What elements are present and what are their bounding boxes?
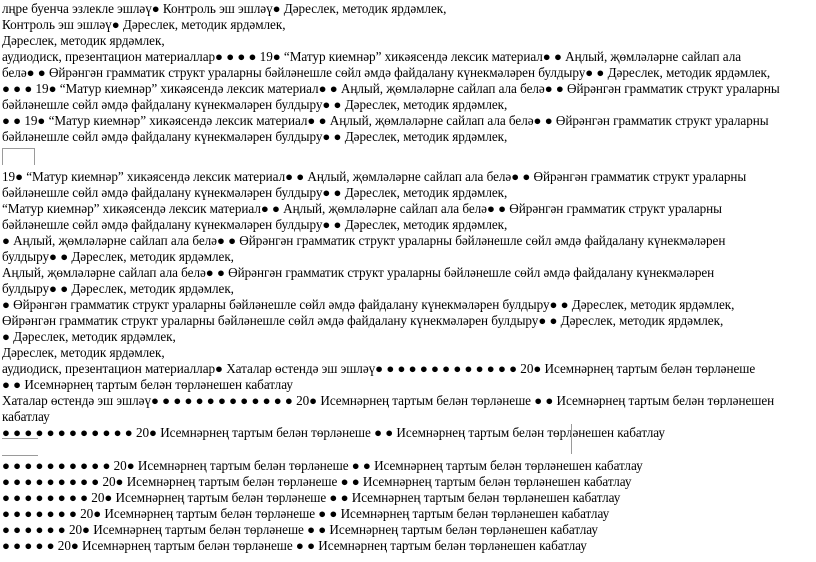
text-line: ● ● ● ● ● ● ● ● 20● Исемнәрнең тартым белән төрләнеше ● ● Исемнәрнең тартым белән төрләнешен кабатлау xyxy=(2,490,621,505)
text-line: булдыру● ● Дәреслек, методик ярдәмлек, xyxy=(2,249,234,264)
text-line: “Матур киемнәр” хикәясендә лексик материал● ● Аңлый, җөмләләрне сайлап ала белә● ● Өйрәнгән грамматик структ ураларны xyxy=(2,201,722,216)
text-line: ● ● ● 19● “Матур киемнәр” хикәясендә лексик материал● ● Аңлый, җөмләләрне сайлап ала белә● ● Өйрәнгән грамматик структ ураларны xyxy=(2,81,780,96)
text-line: 19● “Матур киемнәр” хикәясендә лексик материал● ● Аңлый, җөмләләрне сайлап ала белә● ● Өйрәнгән грамматик структ ураларны xyxy=(2,169,747,184)
text-line: аудиодиск, презентацион материаллар● Хаталар өстендә эш эшләү● ● ● ● ● ● ● ● ● ● ● ● ● 20● Исемнәрнең тартым белән төрләнеше xyxy=(2,361,756,376)
text-line: лңре буенча эзлекле эшләү● Контроль эш эшләү● Дәреслек, методик ярдәмлек, xyxy=(2,1,447,16)
text-line: ● Дәреслек, методик ярдәмлек, xyxy=(2,329,176,344)
text-line: бәйләнешле сөйл әмдә файдалану күнекмәләрен булдыру● ● Дәреслек, методик ярдәмлек, xyxy=(2,129,508,144)
table-cell-border xyxy=(34,148,35,165)
text-line: ● ● ● ● ● ● ● ● ● ● ● ● 20● Исемнәрнең тартым белән төрләнеше ● ● Исемнәрнең тартым белән төрләнешен кабатлау xyxy=(2,425,665,440)
text-line: ● ● ● ● ● ● ● ● ● 20● Исемнәрнең тартым белән төрләнеше ● ● Исемнәрнең тартым белән төрләнешен кабатлау xyxy=(2,474,632,489)
text-line: ● ● Исемнәрнең тартым белән төрләнешен кабатлау xyxy=(2,377,293,392)
text-line: Дәреслек, методик ярдәмлек, xyxy=(2,345,165,360)
text-line: ● ● ● ● ● ● ● 20● Исемнәрнең тартым белән төрләнеше ● ● Исемнәрнең тартым белән төрләнешен кабатлау xyxy=(2,506,610,521)
table-cell-border xyxy=(2,148,3,165)
text-line: бәйләнешле сөйл әмдә файдалану күнекмәләрен булдыру● ● Дәреслек, методик ярдәмлек, xyxy=(2,217,508,232)
text-line: ● ● 19● “Матур киемнәр” хикәясендә лексик материал● ● Аңлый, җөмләләрне сайлап ала белә● ● Өйрәнгән грамматик структ ураларны xyxy=(2,113,769,128)
text-line: Контроль эш эшләү● Дәреслек, методик ярдәмлек, xyxy=(2,17,286,32)
text-line: Аңлый, җөмләләрне сайлап ала белә● ● Өйрәнгән грамматик структ ураларны бәйләнешле сөйл әмдә файдалану күнекмәләрен xyxy=(2,265,715,280)
text-line: белә● ● Өйрәнгән грамматик структ ураларны бәйләнешле сөйл әмдә файдалану күнекмәләрен булдыру● ● Дәреслек, методик ярдәмлек, xyxy=(2,65,771,80)
text-line: Дәреслек, методик ярдәмлек, xyxy=(2,33,165,48)
text-line: ● ● ● ● ● 20● Исемнәрнең тартым белән төрләнеше ● ● Исемнәрнең тартым белән төрләнешен кабатлау xyxy=(2,538,587,553)
text-line: Хаталар өстендә эш эшләү● ● ● ● ● ● ● ● ● ● ● ● ● 20● Исемнәрнең тартым белән төрләнеше ● ● Исемнәрнең тартым белән төрләнешен xyxy=(2,393,775,408)
text-line: ● ● ● ● ● ● 20● Исемнәрнең тартым белән төрләнеше ● ● Исемнәрнең тартым белән төрләнешен кабатлау xyxy=(2,522,598,537)
text-line: Өйрәнгән грамматик структ ураларны бәйләнешле сөйл әмдә файдалану күнекмәләрен булдыру● ● Дәреслек, методик ярдәмлек, xyxy=(2,313,724,328)
table-cell-border xyxy=(2,438,38,439)
text-line: ● ● ● ● ● ● ● ● ● ● 20● Исемнәрнең тартым белән төрләнеше ● ● Исемнәрнең тартым белән төрләнешен кабатлау xyxy=(2,458,643,473)
text-line: аудиодиск, презентацион материаллар● ● ● ● 19● “Матур киемнәр” хикәясендә лексик материал● ● Аңлый, җөмләләрне сайлап ала xyxy=(2,49,742,64)
text-line: бәйләнешле сөйл әмдә файдалану күнекмәләрен булдыру● ● Дәреслек, методик ярдәмлек, xyxy=(2,97,508,112)
table-cell-border xyxy=(2,148,34,149)
text-line: бәйләнешле сөйл әмдә файдалану күнекмәләрен булдыру● ● Дәреслек, методик ярдәмлек, xyxy=(2,185,508,200)
text-line: ● Өйрәнгән грамматик структ ураларны бәйләнешле сөйл әмдә файдалану күнекмәләрен булдыру● ● Дәреслек, методик ярдәмлек, xyxy=(2,297,735,312)
text-line: кабатлау xyxy=(2,409,50,424)
text-line: булдыру● ● Дәреслек, методик ярдәмлек, xyxy=(2,281,234,296)
text-line: ● Аңлый, җөмләләрне сайлап ала белә● ● Өйрәнгән грамматик структ ураларны бәйләнешле сөйл әмдә файдалану күнекмәләрен xyxy=(2,233,726,248)
table-cell-border xyxy=(571,424,572,454)
table-cell-border xyxy=(2,455,38,456)
